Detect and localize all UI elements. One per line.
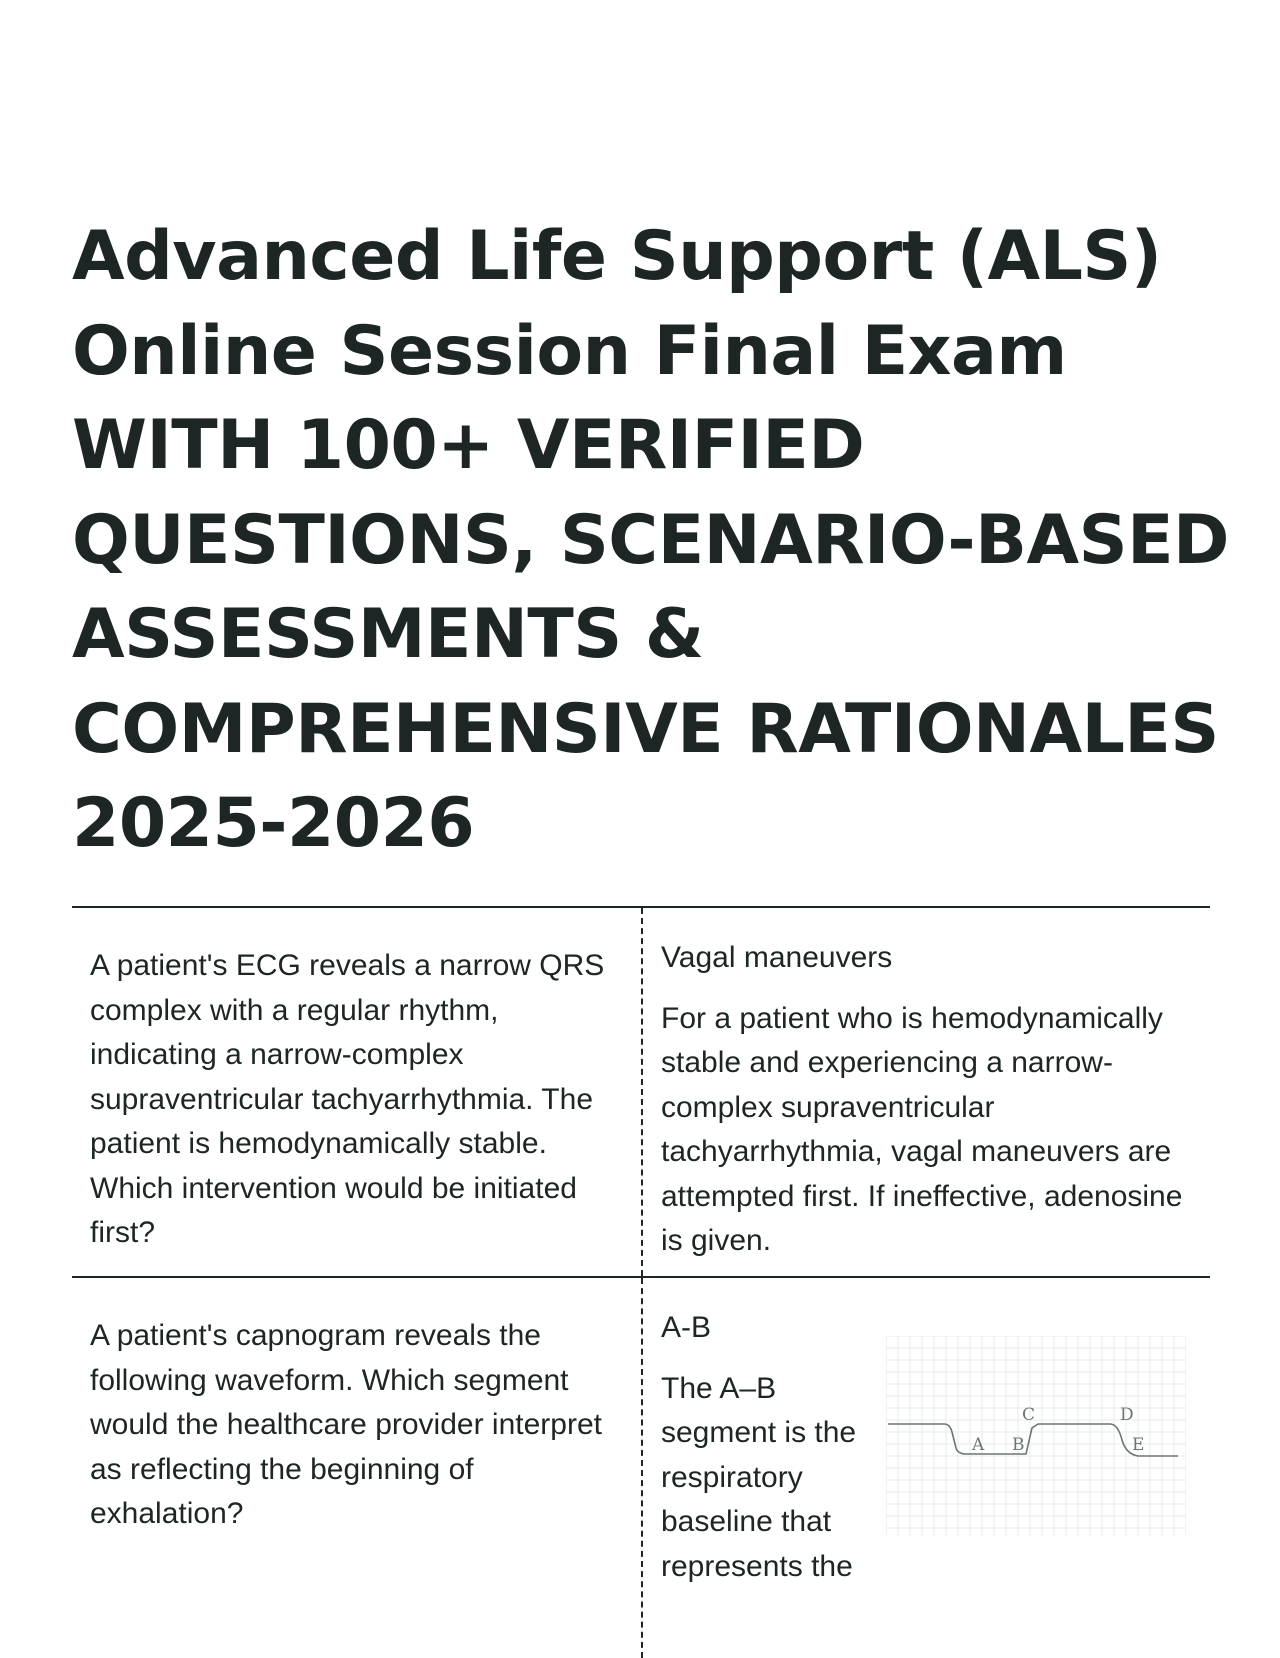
title-line: WITH 100+ VERIFIED [72,406,865,485]
waveform-label: A [972,1435,985,1455]
document-title [72,210,1229,872]
answer-text: A-B [661,1311,712,1344]
title-line: Advanced Life Support (ALS) [72,217,1162,296]
waveform-label: E [1132,1435,1145,1455]
rationale-line: The A–B [661,1371,777,1405]
title-line: COMPREHENSIVE RATIONALES [72,689,1219,769]
column-divider [641,1278,643,1658]
waveform-label: B [1012,1435,1025,1455]
waveform-label: C [1022,1405,1036,1425]
table-row [72,1278,1210,1658]
question-cell: A patient's capnogram reveals the following waveform. Which segment would the healthcare provider interpret as reflecting the beginning of exhalation? [90,1319,602,1530]
rationale-line: respiratory [661,1460,803,1494]
title-line: 2025-2026 [72,784,475,863]
title-line: ASSESSMENTS & [72,595,704,674]
column-divider [641,908,643,1276]
qa-table [72,906,1210,1658]
rationale-line: represents the [661,1549,853,1583]
waveform-label: D [1120,1405,1134,1425]
answer-cell [641,908,1210,1276]
rationale-text [661,1367,876,1590]
rationale-text: For a patient who is hemodynamically stable and experiencing a narrow-complex supraventricular tachyarrhythmia, vagal maneuvers are attempted first. If ineffective, adenosine is given. [661,1001,1183,1257]
title-line: QUESTIONS, SCENARIO-BASED [72,500,1229,580]
title-line: Online Session Final Exam [72,311,1067,391]
table-row [72,908,1210,1276]
answer-text: Vagal maneuvers [661,941,893,974]
rationale-line: segment is the [661,1416,857,1449]
capnogram-waveform-image [886,1336,1186,1536]
question-cell: A patient's ECG reveals a narrow QRS complex with a regular rhythm, indicating a narrow-complex supraventricular tachyarrhythmia. The patient is hemodynamically stable. Which intervention would be initiated first? [90,949,605,1249]
rationale-line: baseline that [661,1505,832,1538]
